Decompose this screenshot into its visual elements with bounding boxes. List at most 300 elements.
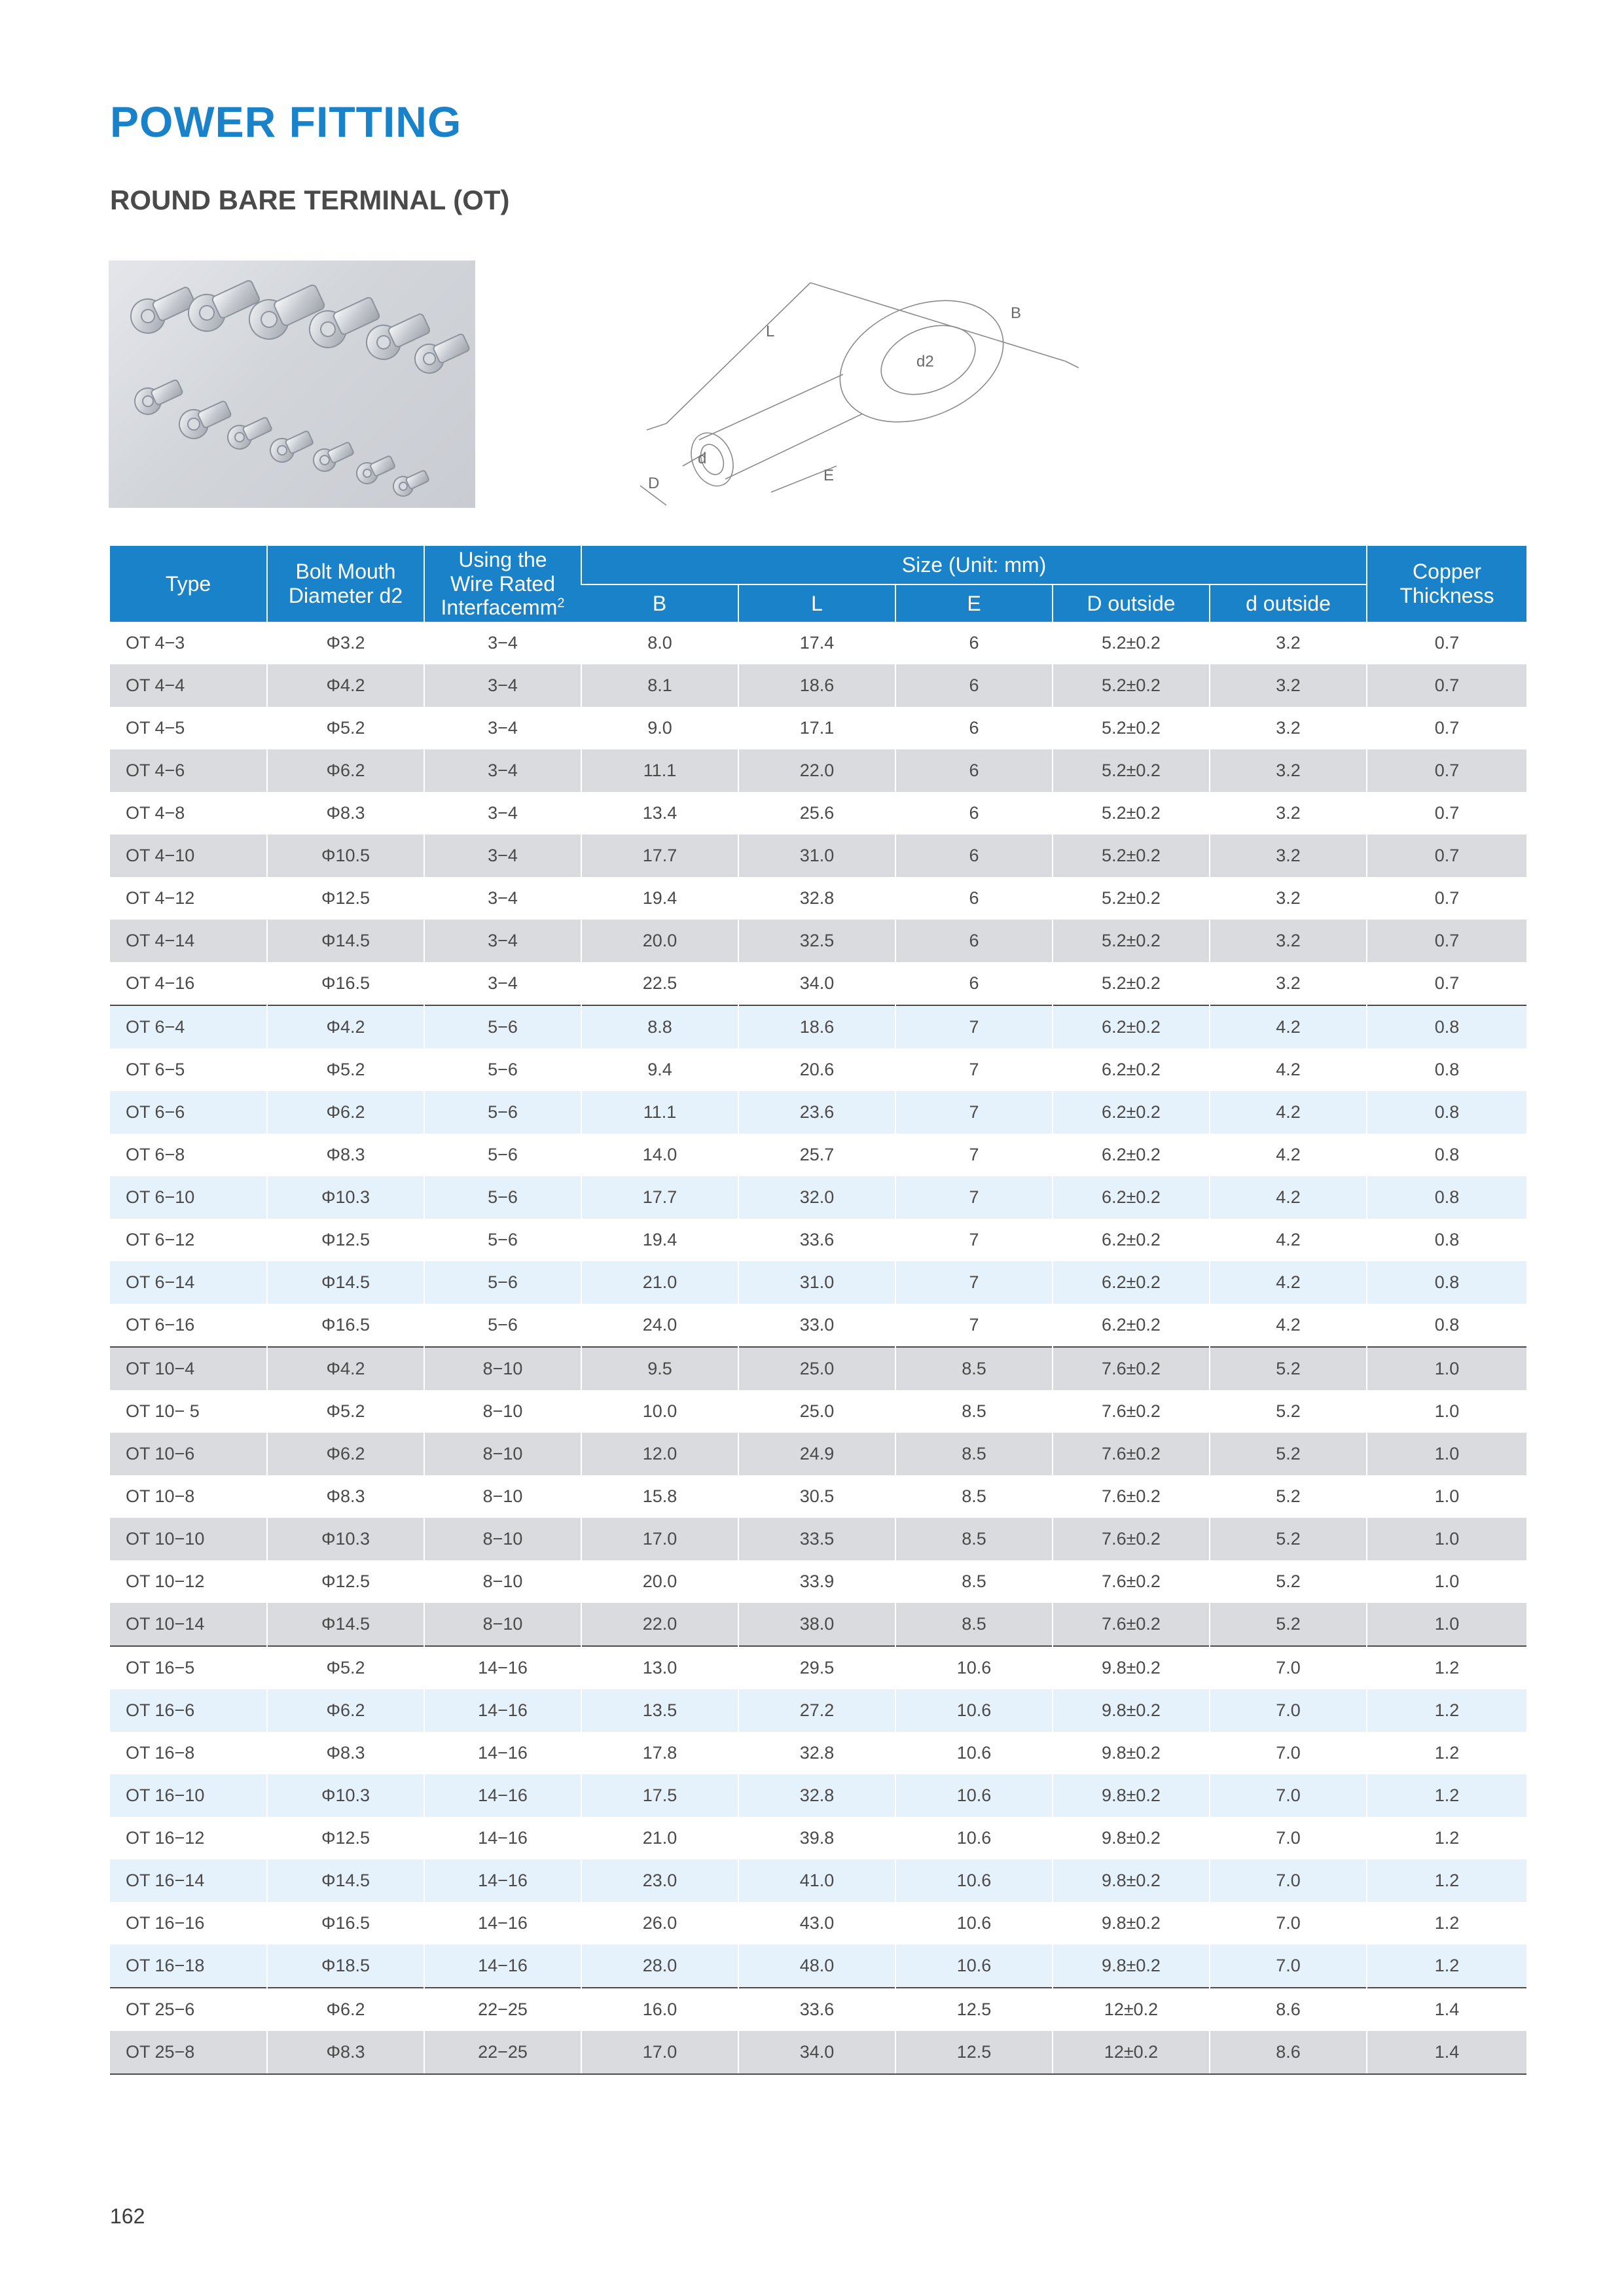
cell-b: 17.5 bbox=[581, 1774, 738, 1817]
cell-l: 24.9 bbox=[738, 1433, 895, 1475]
cell-e: 8.5 bbox=[895, 1518, 1053, 1560]
cell-d-outside-lower: 7.0 bbox=[1210, 1646, 1367, 1689]
table-row bbox=[110, 2031, 1526, 2074]
table-row bbox=[110, 1859, 1526, 1902]
cell-e: 10.6 bbox=[895, 1689, 1053, 1732]
cell-e: 7 bbox=[895, 1005, 1053, 1049]
cell-d-outside-lower: 3.2 bbox=[1210, 707, 1367, 749]
header-d-outside-upper: D outside bbox=[1053, 584, 1210, 622]
cell-bolt-diameter: Φ6.2 bbox=[267, 1091, 424, 1134]
section-subtitle: ROUND BARE TERMINAL (OT) bbox=[110, 185, 510, 215]
cell-b: 19.4 bbox=[581, 1219, 738, 1261]
table-row bbox=[110, 1176, 1526, 1219]
cell-e: 8.5 bbox=[895, 1475, 1053, 1518]
cell-copper-thickness: 1.2 bbox=[1367, 1689, 1526, 1732]
cell-l: 33.6 bbox=[738, 1988, 895, 2031]
cell-d-outside-lower: 7.0 bbox=[1210, 1859, 1367, 1902]
cell-type: OT 6−8 bbox=[110, 1134, 267, 1176]
cell-d-outside-upper: 7.6±0.2 bbox=[1053, 1603, 1210, 1646]
cell-wire-rated: 8−10 bbox=[424, 1433, 581, 1475]
cell-d-outside-upper: 6.2±0.2 bbox=[1053, 1219, 1210, 1261]
cell-d-outside-upper: 7.6±0.2 bbox=[1053, 1390, 1210, 1433]
cell-wire-rated: 5−6 bbox=[424, 1091, 581, 1134]
cell-wire-rated: 8−10 bbox=[424, 1603, 581, 1646]
cell-wire-rated: 8−10 bbox=[424, 1390, 581, 1433]
table-row bbox=[110, 1261, 1526, 1304]
cell-l: 23.6 bbox=[738, 1091, 895, 1134]
cell-e: 12.5 bbox=[895, 2031, 1053, 2074]
cell-d-outside-lower: 7.0 bbox=[1210, 1689, 1367, 1732]
cell-b: 21.0 bbox=[581, 1817, 738, 1859]
cell-d-outside-upper: 9.8±0.2 bbox=[1053, 1902, 1210, 1945]
cell-bolt-diameter: Φ8.3 bbox=[267, 2031, 424, 2074]
cell-l: 31.0 bbox=[738, 834, 895, 877]
cell-l: 38.0 bbox=[738, 1603, 895, 1646]
cell-e: 7 bbox=[895, 1219, 1053, 1261]
header-wire-line1: Using the bbox=[458, 547, 547, 571]
header-d-outside-lower: d outside bbox=[1210, 584, 1367, 622]
cell-d-outside-upper: 5.2±0.2 bbox=[1053, 707, 1210, 749]
table-row bbox=[110, 1646, 1526, 1689]
product-photo bbox=[109, 260, 475, 508]
cell-d-outside-lower: 5.2 bbox=[1210, 1390, 1367, 1433]
table-row bbox=[110, 1134, 1526, 1176]
cell-type: OT 4−16 bbox=[110, 962, 267, 1005]
table-row bbox=[110, 1774, 1526, 1817]
cell-bolt-diameter: Φ6.2 bbox=[267, 1988, 424, 2031]
cell-l: 30.5 bbox=[738, 1475, 895, 1518]
cell-type: OT 10−4 bbox=[110, 1347, 267, 1390]
cell-b: 17.7 bbox=[581, 834, 738, 877]
cell-d-outside-lower: 7.0 bbox=[1210, 1732, 1367, 1774]
cell-wire-rated: 5−6 bbox=[424, 1049, 581, 1091]
cell-d-outside-lower: 3.2 bbox=[1210, 834, 1367, 877]
cell-d-outside-lower: 3.2 bbox=[1210, 622, 1367, 664]
cell-d-outside-upper: 9.8±0.2 bbox=[1053, 1774, 1210, 1817]
cell-l: 41.0 bbox=[738, 1859, 895, 1902]
cell-l: 32.8 bbox=[738, 877, 895, 920]
table-row bbox=[110, 749, 1526, 792]
cell-wire-rated: 5−6 bbox=[424, 1304, 581, 1347]
header-e: E bbox=[895, 584, 1053, 622]
spec-table-body bbox=[110, 622, 1526, 2074]
cell-bolt-diameter: Φ8.3 bbox=[267, 1732, 424, 1774]
cell-copper-thickness: 0.7 bbox=[1367, 920, 1526, 962]
cell-type: OT 4−12 bbox=[110, 877, 267, 920]
cell-d-outside-lower: 3.2 bbox=[1210, 664, 1367, 707]
cell-e: 7 bbox=[895, 1134, 1053, 1176]
cell-copper-thickness: 1.2 bbox=[1367, 1774, 1526, 1817]
cell-wire-rated: 3−4 bbox=[424, 877, 581, 920]
cell-wire-rated: 3−4 bbox=[424, 792, 581, 834]
cell-l: 25.6 bbox=[738, 792, 895, 834]
cell-copper-thickness: 0.7 bbox=[1367, 962, 1526, 1005]
cell-bolt-diameter: Φ4.2 bbox=[267, 664, 424, 707]
cell-e: 10.6 bbox=[895, 1859, 1053, 1902]
cell-d-outside-upper: 5.2±0.2 bbox=[1053, 792, 1210, 834]
cell-wire-rated: 14−16 bbox=[424, 1774, 581, 1817]
cell-bolt-diameter: Φ6.2 bbox=[267, 1689, 424, 1732]
cell-bolt-diameter: Φ3.2 bbox=[267, 622, 424, 664]
cell-wire-rated: 8−10 bbox=[424, 1560, 581, 1603]
cell-copper-thickness: 1.0 bbox=[1367, 1518, 1526, 1560]
cell-d-outside-upper: 9.8±0.2 bbox=[1053, 1646, 1210, 1689]
cell-type: OT 6−5 bbox=[110, 1049, 267, 1091]
cell-d-outside-lower: 4.2 bbox=[1210, 1134, 1367, 1176]
cell-b: 8.0 bbox=[581, 622, 738, 664]
cell-e: 7 bbox=[895, 1176, 1053, 1219]
cell-l: 29.5 bbox=[738, 1646, 895, 1689]
cell-wire-rated: 22−25 bbox=[424, 1988, 581, 2031]
cell-d-outside-lower: 8.6 bbox=[1210, 2031, 1367, 2074]
cell-b: 16.0 bbox=[581, 1988, 738, 2031]
cell-b: 17.7 bbox=[581, 1176, 738, 1219]
cell-bolt-diameter: Φ10.3 bbox=[267, 1774, 424, 1817]
cell-l: 43.0 bbox=[738, 1902, 895, 1945]
table-row bbox=[110, 1603, 1526, 1646]
cell-type: OT 10−12 bbox=[110, 1560, 267, 1603]
cell-d-outside-upper: 6.2±0.2 bbox=[1053, 1091, 1210, 1134]
cell-l: 25.7 bbox=[738, 1134, 895, 1176]
cell-d-outside-upper: 5.2±0.2 bbox=[1053, 834, 1210, 877]
page-number: 162 bbox=[110, 2204, 145, 2228]
cell-e: 10.6 bbox=[895, 1774, 1053, 1817]
cell-copper-thickness: 1.2 bbox=[1367, 1859, 1526, 1902]
cell-copper-thickness: 0.7 bbox=[1367, 749, 1526, 792]
cell-d-outside-upper: 9.8±0.2 bbox=[1053, 1945, 1210, 1988]
cell-l: 33.9 bbox=[738, 1560, 895, 1603]
cell-d-outside-upper: 7.6±0.2 bbox=[1053, 1475, 1210, 1518]
cell-d-outside-upper: 5.2±0.2 bbox=[1053, 920, 1210, 962]
cell-b: 17.0 bbox=[581, 2031, 738, 2074]
cell-wire-rated: 8−10 bbox=[424, 1518, 581, 1560]
cell-bolt-diameter: Φ10.3 bbox=[267, 1518, 424, 1560]
cell-e: 8.5 bbox=[895, 1347, 1053, 1390]
header-copper-line1: Copper bbox=[1413, 560, 1481, 584]
cell-d-outside-upper: 7.6±0.2 bbox=[1053, 1560, 1210, 1603]
cell-e: 6 bbox=[895, 707, 1053, 749]
cell-copper-thickness: 0.8 bbox=[1367, 1219, 1526, 1261]
cell-b: 17.0 bbox=[581, 1518, 738, 1560]
cell-bolt-diameter: Φ14.5 bbox=[267, 1859, 424, 1902]
cell-l: 39.8 bbox=[738, 1817, 895, 1859]
cell-bolt-diameter: Φ14.5 bbox=[267, 1603, 424, 1646]
cell-type: OT 6−4 bbox=[110, 1005, 267, 1049]
cell-wire-rated: 3−4 bbox=[424, 962, 581, 1005]
cell-d-outside-lower: 4.2 bbox=[1210, 1049, 1367, 1091]
cell-d-outside-upper: 12±0.2 bbox=[1053, 2031, 1210, 2074]
cell-b: 13.0 bbox=[581, 1646, 738, 1689]
cell-bolt-diameter: Φ5.2 bbox=[267, 1646, 424, 1689]
cell-e: 6 bbox=[895, 664, 1053, 707]
cell-copper-thickness: 0.7 bbox=[1367, 622, 1526, 664]
table-row bbox=[110, 1560, 1526, 1603]
table-row bbox=[110, 1433, 1526, 1475]
cell-e: 6 bbox=[895, 877, 1053, 920]
cell-wire-rated: 5−6 bbox=[424, 1219, 581, 1261]
cell-d-outside-lower: 5.2 bbox=[1210, 1433, 1367, 1475]
cell-type: OT 10−8 bbox=[110, 1475, 267, 1518]
cell-type: OT 6−12 bbox=[110, 1219, 267, 1261]
cell-e: 6 bbox=[895, 622, 1053, 664]
cell-b: 8.1 bbox=[581, 664, 738, 707]
cell-type: OT 16−12 bbox=[110, 1817, 267, 1859]
cell-e: 6 bbox=[895, 962, 1053, 1005]
cell-d-outside-upper: 9.8±0.2 bbox=[1053, 1859, 1210, 1902]
terminals-illustration bbox=[109, 260, 475, 508]
cell-d-outside-upper: 6.2±0.2 bbox=[1053, 1176, 1210, 1219]
cell-type: OT 10−10 bbox=[110, 1518, 267, 1560]
cell-wire-rated: 3−4 bbox=[424, 622, 581, 664]
cell-bolt-diameter: Φ16.5 bbox=[267, 1902, 424, 1945]
cell-d-outside-upper: 5.2±0.2 bbox=[1053, 664, 1210, 707]
cell-type: OT 4−4 bbox=[110, 664, 267, 707]
cell-copper-thickness: 0.7 bbox=[1367, 877, 1526, 920]
cell-e: 6 bbox=[895, 749, 1053, 792]
table-row bbox=[110, 1817, 1526, 1859]
cell-d-outside-upper: 5.2±0.2 bbox=[1053, 962, 1210, 1005]
cell-b: 20.0 bbox=[581, 920, 738, 962]
cell-wire-rated: 3−4 bbox=[424, 834, 581, 877]
cell-type: OT 4−6 bbox=[110, 749, 267, 792]
cell-d-outside-lower: 7.0 bbox=[1210, 1817, 1367, 1859]
cell-wire-rated: 14−16 bbox=[424, 1945, 581, 1988]
cell-d-outside-lower: 4.2 bbox=[1210, 1176, 1367, 1219]
cell-d-outside-upper: 6.2±0.2 bbox=[1053, 1261, 1210, 1304]
table-row bbox=[110, 1219, 1526, 1261]
cell-copper-thickness: 0.7 bbox=[1367, 707, 1526, 749]
cell-d-outside-lower: 4.2 bbox=[1210, 1005, 1367, 1049]
cell-d-outside-upper: 12±0.2 bbox=[1053, 1988, 1210, 2031]
cell-wire-rated: 14−16 bbox=[424, 1646, 581, 1689]
cell-e: 6 bbox=[895, 792, 1053, 834]
cell-b: 13.5 bbox=[581, 1689, 738, 1732]
cell-type: OT 6−14 bbox=[110, 1261, 267, 1304]
cell-copper-thickness: 1.4 bbox=[1367, 1988, 1526, 2031]
cell-b: 9.0 bbox=[581, 707, 738, 749]
cell-b: 23.0 bbox=[581, 1859, 738, 1902]
cell-d-outside-upper: 9.8±0.2 bbox=[1053, 1689, 1210, 1732]
cell-d-outside-lower: 3.2 bbox=[1210, 877, 1367, 920]
cell-d-outside-lower: 7.0 bbox=[1210, 1774, 1367, 1817]
cell-wire-rated: 3−4 bbox=[424, 749, 581, 792]
cell-l: 32.5 bbox=[738, 920, 895, 962]
cell-b: 8.8 bbox=[581, 1005, 738, 1049]
header-wire-rated bbox=[424, 546, 581, 622]
cell-d-outside-upper: 6.2±0.2 bbox=[1053, 1304, 1210, 1347]
table-row bbox=[110, 1732, 1526, 1774]
cell-l: 33.0 bbox=[738, 1304, 895, 1347]
header-bolt-diameter bbox=[267, 546, 424, 622]
cell-type: OT 16−18 bbox=[110, 1945, 267, 1988]
diagram-label-D: D bbox=[648, 475, 660, 492]
cell-type: OT 16−6 bbox=[110, 1689, 267, 1732]
cell-wire-rated: 14−16 bbox=[424, 1859, 581, 1902]
cell-l: 31.0 bbox=[738, 1261, 895, 1304]
cell-copper-thickness: 0.8 bbox=[1367, 1005, 1526, 1049]
cell-wire-rated: 3−4 bbox=[424, 920, 581, 962]
page-title: POWER FITTING bbox=[110, 98, 462, 146]
header-b: B bbox=[581, 584, 738, 622]
cell-bolt-diameter: Φ12.5 bbox=[267, 1560, 424, 1603]
cell-type: OT 25−8 bbox=[110, 2031, 267, 2074]
cell-l: 33.5 bbox=[738, 1518, 895, 1560]
header-copper-line2: Thickness bbox=[1399, 584, 1494, 607]
cell-b: 21.0 bbox=[581, 1261, 738, 1304]
cell-bolt-diameter: Φ16.5 bbox=[267, 1304, 424, 1347]
cell-type: OT 16−16 bbox=[110, 1902, 267, 1945]
cell-copper-thickness: 0.8 bbox=[1367, 1304, 1526, 1347]
cell-d-outside-lower: 5.2 bbox=[1210, 1560, 1367, 1603]
cell-type: OT 16−5 bbox=[110, 1646, 267, 1689]
cell-d-outside-lower: 4.2 bbox=[1210, 1219, 1367, 1261]
cell-bolt-diameter: Φ18.5 bbox=[267, 1945, 424, 1988]
cell-d-outside-upper: 9.8±0.2 bbox=[1053, 1817, 1210, 1859]
diagram-label-d: d bbox=[698, 450, 707, 467]
cell-wire-rated: 8−10 bbox=[424, 1475, 581, 1518]
cell-bolt-diameter: Φ10.5 bbox=[267, 834, 424, 877]
cell-d-outside-upper: 5.2±0.2 bbox=[1053, 622, 1210, 664]
cell-copper-thickness: 0.7 bbox=[1367, 664, 1526, 707]
cell-l: 18.6 bbox=[738, 664, 895, 707]
cell-wire-rated: 8−10 bbox=[424, 1347, 581, 1390]
cell-d-outside-lower: 4.2 bbox=[1210, 1091, 1367, 1134]
cell-copper-thickness: 1.2 bbox=[1367, 1732, 1526, 1774]
cell-copper-thickness: 1.2 bbox=[1367, 1817, 1526, 1859]
cell-b: 26.0 bbox=[581, 1902, 738, 1945]
header-copper-thickness bbox=[1367, 546, 1526, 622]
table-row bbox=[110, 877, 1526, 920]
cell-d-outside-upper: 6.2±0.2 bbox=[1053, 1005, 1210, 1049]
cell-wire-rated: 5−6 bbox=[424, 1176, 581, 1219]
cell-type: OT 10−14 bbox=[110, 1603, 267, 1646]
cell-wire-rated: 14−16 bbox=[424, 1902, 581, 1945]
diagram-label-L: L bbox=[766, 323, 775, 340]
diagram-label-B: B bbox=[1011, 304, 1022, 322]
cell-copper-thickness: 1.2 bbox=[1367, 1902, 1526, 1945]
cell-b: 14.0 bbox=[581, 1134, 738, 1176]
cell-d-outside-lower: 8.6 bbox=[1210, 1988, 1367, 2031]
cell-copper-thickness: 0.7 bbox=[1367, 792, 1526, 834]
table-row bbox=[110, 664, 1526, 707]
cell-l: 25.0 bbox=[738, 1390, 895, 1433]
cell-b: 11.1 bbox=[581, 749, 738, 792]
cell-type: OT 10− 5 bbox=[110, 1390, 267, 1433]
cell-l: 27.2 bbox=[738, 1689, 895, 1732]
table-row bbox=[110, 1091, 1526, 1134]
cell-l: 17.4 bbox=[738, 622, 895, 664]
cell-d-outside-upper: 5.2±0.2 bbox=[1053, 749, 1210, 792]
cell-l: 22.0 bbox=[738, 749, 895, 792]
cell-bolt-diameter: Φ5.2 bbox=[267, 707, 424, 749]
cell-d-outside-lower: 3.2 bbox=[1210, 792, 1367, 834]
table-row bbox=[110, 1475, 1526, 1518]
cell-d-outside-lower: 4.2 bbox=[1210, 1261, 1367, 1304]
cell-copper-thickness: 0.7 bbox=[1367, 834, 1526, 877]
cell-d-outside-upper: 5.2±0.2 bbox=[1053, 877, 1210, 920]
cell-copper-thickness: 1.0 bbox=[1367, 1560, 1526, 1603]
cell-e: 8.5 bbox=[895, 1433, 1053, 1475]
cell-b: 19.4 bbox=[581, 877, 738, 920]
cell-type: OT 4−10 bbox=[110, 834, 267, 877]
cell-d-outside-upper: 7.6±0.2 bbox=[1053, 1433, 1210, 1475]
cell-e: 7 bbox=[895, 1049, 1053, 1091]
cell-type: OT 4−3 bbox=[110, 622, 267, 664]
cell-copper-thickness: 0.8 bbox=[1367, 1176, 1526, 1219]
cell-type: OT 16−10 bbox=[110, 1774, 267, 1817]
cell-e: 12.5 bbox=[895, 1988, 1053, 2031]
cell-copper-thickness: 0.8 bbox=[1367, 1134, 1526, 1176]
cell-copper-thickness: 1.0 bbox=[1367, 1347, 1526, 1390]
cell-type: OT 4−14 bbox=[110, 920, 267, 962]
cell-e: 10.6 bbox=[895, 1817, 1053, 1859]
cell-bolt-diameter: Φ8.3 bbox=[267, 792, 424, 834]
cell-type: OT 16−14 bbox=[110, 1859, 267, 1902]
cell-type: OT 6−10 bbox=[110, 1176, 267, 1219]
table-row bbox=[110, 707, 1526, 749]
cell-l: 48.0 bbox=[738, 1945, 895, 1988]
table-row bbox=[110, 1988, 1526, 2031]
cell-d-outside-upper: 6.2±0.2 bbox=[1053, 1134, 1210, 1176]
cell-b: 10.0 bbox=[581, 1390, 738, 1433]
cell-d-outside-lower: 3.2 bbox=[1210, 962, 1367, 1005]
cell-b: 22.0 bbox=[581, 1603, 738, 1646]
table-row bbox=[110, 1347, 1526, 1390]
cell-l: 18.6 bbox=[738, 1005, 895, 1049]
table-row bbox=[110, 1689, 1526, 1732]
table-row bbox=[110, 1304, 1526, 1347]
cell-e: 6 bbox=[895, 834, 1053, 877]
cell-b: 9.5 bbox=[581, 1347, 738, 1390]
cell-b: 15.8 bbox=[581, 1475, 738, 1518]
cell-bolt-diameter: Φ4.2 bbox=[267, 1347, 424, 1390]
table-row bbox=[110, 1390, 1526, 1433]
cell-copper-thickness: 1.4 bbox=[1367, 2031, 1526, 2074]
table-row bbox=[110, 1049, 1526, 1091]
cell-bolt-diameter: Φ5.2 bbox=[267, 1049, 424, 1091]
cell-copper-thickness: 0.8 bbox=[1367, 1049, 1526, 1091]
cell-bolt-diameter: Φ12.5 bbox=[267, 1817, 424, 1859]
header-bolt-line1: Bolt Mouth bbox=[295, 560, 396, 584]
cell-l: 34.0 bbox=[738, 2031, 895, 2074]
table-row bbox=[110, 962, 1526, 1005]
cell-d-outside-upper: 6.2±0.2 bbox=[1053, 1049, 1210, 1091]
cell-e: 8.5 bbox=[895, 1560, 1053, 1603]
cell-type: OT 4−8 bbox=[110, 792, 267, 834]
cell-bolt-diameter: Φ16.5 bbox=[267, 962, 424, 1005]
cell-l: 25.0 bbox=[738, 1347, 895, 1390]
cell-b: 12.0 bbox=[581, 1433, 738, 1475]
header-l: L bbox=[738, 584, 895, 622]
spec-table bbox=[110, 546, 1526, 2075]
cell-d-outside-lower: 5.2 bbox=[1210, 1603, 1367, 1646]
cell-bolt-diameter: Φ14.5 bbox=[267, 920, 424, 962]
cell-e: 7 bbox=[895, 1091, 1053, 1134]
cell-wire-rated: 5−6 bbox=[424, 1005, 581, 1049]
cell-l: 17.1 bbox=[738, 707, 895, 749]
cell-l: 34.0 bbox=[738, 962, 895, 1005]
cell-type: OT 6−6 bbox=[110, 1091, 267, 1134]
cell-copper-thickness: 0.8 bbox=[1367, 1091, 1526, 1134]
cell-bolt-diameter: Φ12.5 bbox=[267, 877, 424, 920]
cell-e: 10.6 bbox=[895, 1902, 1053, 1945]
cell-wire-rated: 14−16 bbox=[424, 1732, 581, 1774]
header-type: Type bbox=[110, 546, 267, 622]
diagram-label-E: E bbox=[823, 467, 835, 484]
cell-wire-rated: 14−16 bbox=[424, 1817, 581, 1859]
cell-wire-rated: 5−6 bbox=[424, 1134, 581, 1176]
cell-copper-thickness: 1.0 bbox=[1367, 1433, 1526, 1475]
